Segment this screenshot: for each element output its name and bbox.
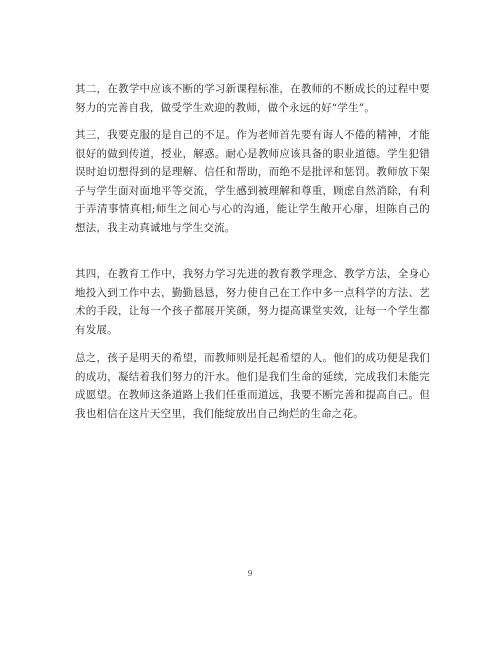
- paragraph-third-point: 其三，我要克服的是自己的不足。作为老师首先要有诲人不倦的精神，才能很好的做到传道，授业，解惑。耐心是教师应该具备的职业道德。学生犯错误时迫切想得到的是理解、信任和帮助，而绝不是批评和惩罚。教师放下架子与学生面对面地平等交流，学生感到被理解和尊重，顾虑自然消除，有利于弄清事情真相;师生之间心与心的沟通，能让学生敞开心扉，坦陈自己的想法，我主动真诚地与学生交流。: [75, 129, 430, 234]
- paragraph-second-point: 其二，在教学中应该不断的学习新课程标准，在教师的不断成长的过程中要努力的完善自我，做受学生欢迎的教师，做个永远的好“学生”。: [75, 83, 430, 114]
- paragraph-fourth-point: 其四，在教育工作中，我努力学习先进的教育教学理念、教学方法，全身心地投入到工作中去，勤勤恳恳，努力使自己在工作中多一点科学的方法、艺术的手段，让每一个孩子都展开笑颜，努力提高课堂实效，让每一个学生都有发展。: [75, 268, 430, 336]
- paragraph-conclusion: 总之，孩子是明天的希望，而教师则是托起希望的人。他们的成功便是我们的成功，凝结着我们努力的汗水。他们是我们生命的延续，完成我们未能完成愿望。在教师这条道路上我们任重而道远，我要不断完善和提高自己。但我也相信在这片天空里，我们能绽放出自己绚烂的生命之花。: [75, 352, 430, 420]
- page-number: 9: [247, 569, 253, 578]
